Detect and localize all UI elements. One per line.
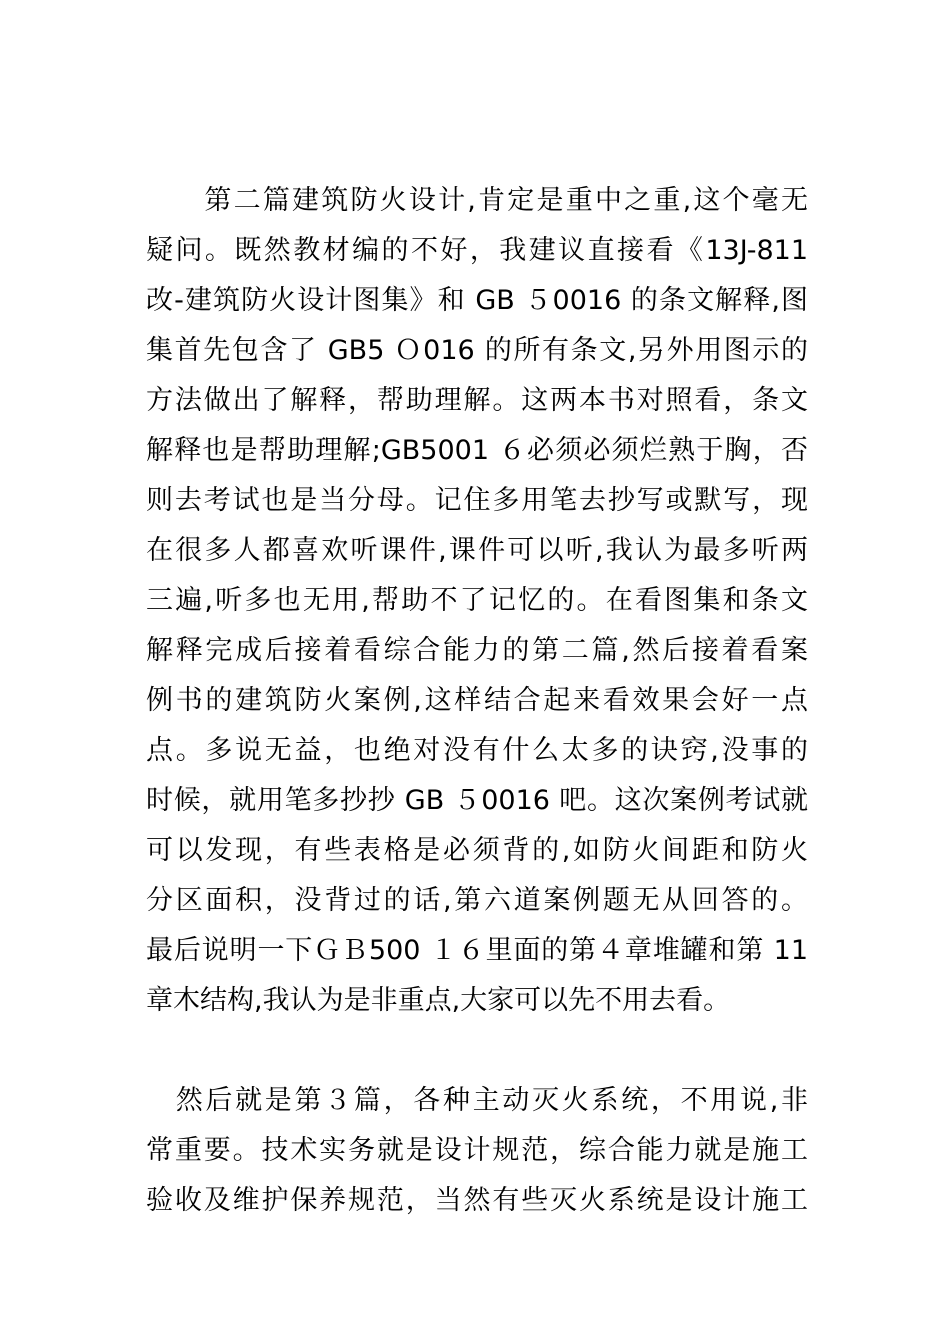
paragraph-line: 则去考试也是当分母。记住多用笔去抄写或默写，现 (146, 485, 808, 516)
paragraph-line: 然后就是第３篇，各种主动灭火系统，不用说,非 (146, 1085, 808, 1116)
paragraph-line: 时候，就用笔多抄抄 GB ５0016 吧。这次案例考试就 (146, 785, 808, 816)
paragraph-line: 方法做出了解释，帮助理解。这两本书对照看，条文 (146, 385, 808, 416)
paragraph-fire-design (146, 176, 808, 1026)
paragraph-line: 解释也是帮助理解;GB5001 ６必须必须烂熟于胸，否 (146, 435, 808, 466)
paragraph-line: 例书的建筑防火案例,这样结合起来看效果会好一点 (146, 685, 808, 716)
paragraph-extinguishing-systems (146, 1076, 808, 1226)
paragraph-line: 解释完成后接着看综合能力的第二篇,然后接着看案 (146, 635, 808, 666)
paragraph-line: 可以发现，有些表格是必须背的,如防火间距和防火 (146, 835, 808, 866)
paragraph-line: 最后说明一下ＧＢ500 １６里面的第４章堆罐和第 11 (146, 935, 808, 966)
paragraph-line: 三遍,听多也无用,帮助不了记忆的。在看图集和条文 (146, 585, 808, 616)
paragraph-line: 验收及维护保养规范，当然有些灭火系统是设计施工 (146, 1185, 808, 1216)
paragraph-line: 改-建筑防火设计图集》和 GB ５0016 的条文解释,图 (146, 285, 808, 316)
paragraph-line: 点。多说无益，也绝对没有什么太多的诀窍,没事的 (146, 735, 808, 766)
paragraph-line: 在很多人都喜欢听课件,课件可以听,我认为最多听两 (146, 535, 808, 566)
paragraph-line: 分区面积，没背过的话,第六道案例题无从回答的。 (146, 885, 808, 916)
paragraph-line: 第二篇建筑防火设计,肯定是重中之重,这个毫无 (146, 185, 808, 216)
paragraph-line: 常重要。技术实务就是设计规范，综合能力就是施工 (146, 1135, 808, 1166)
paragraph-line: 疑问。既然教材编的不好，我建议直接看《13J-811 (146, 235, 808, 266)
paragraph-line: 集首先包含了 GB5 Ｏ016 的所有条文,另外用图示的 (146, 335, 808, 366)
paragraph-line: 章木结构,我认为是非重点,大家可以先不用去看。 (146, 985, 731, 1016)
